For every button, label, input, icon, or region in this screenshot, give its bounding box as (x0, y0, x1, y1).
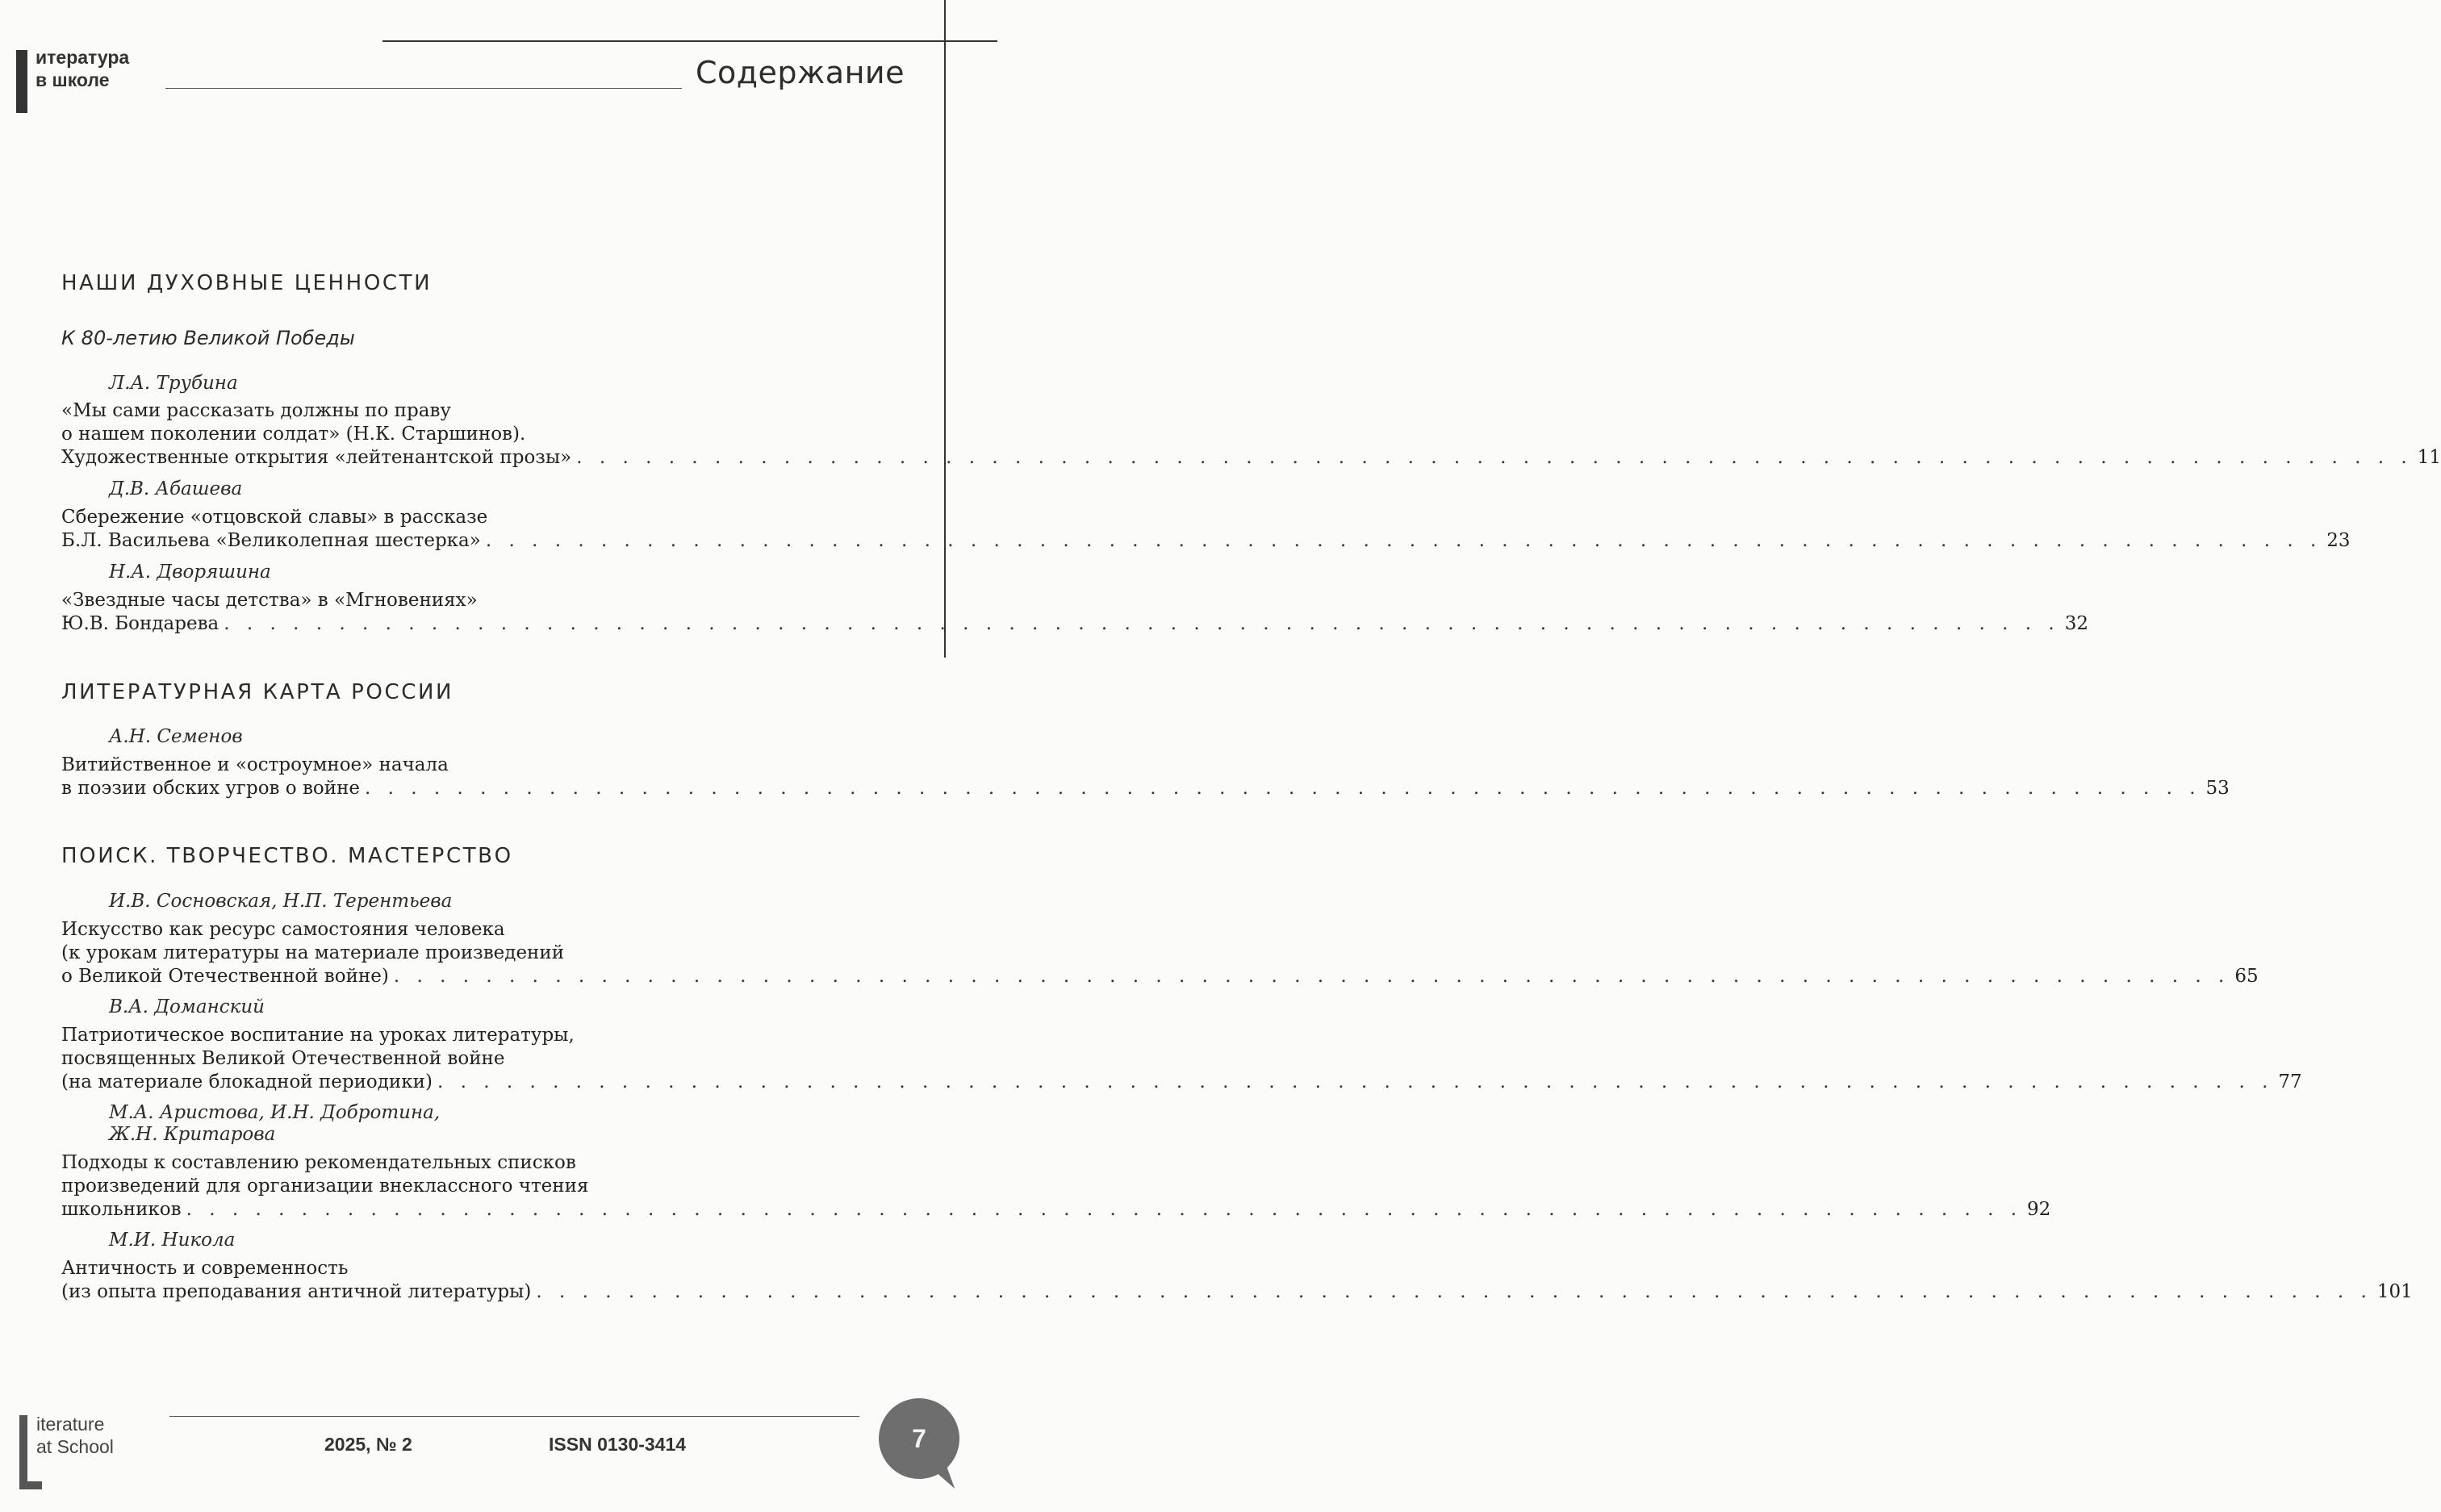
entry-title-line: в поэзии обских угров о войне (61, 778, 361, 799)
entry-author: В.А. Доманский (109, 996, 265, 1017)
subsection-title: К 80-летию Великой Победы (61, 327, 355, 349)
entry-author: М.А. Аристова, И.Н. Добротина, (109, 1102, 441, 1123)
entry-title-line: (на материале блокадной периодики) (61, 1071, 433, 1092)
top-rule (382, 40, 997, 42)
entry-title-line: произведений для организации внеклассного чтения (61, 1176, 589, 1197)
footer-rule (169, 1416, 859, 1417)
footer-logo-mark-base (19, 1481, 42, 1489)
entry-title-line: посвященных Великой Отечественной войне (61, 1048, 505, 1069)
toc-entry[interactable] (61, 918, 2259, 988)
page-number-label: 7 (912, 1423, 926, 1453)
dot-leader: . . . . . . . . . . . . . . . . . . . . . . . . . . . . . . . . . . . . . . . . . . . . . . . . . . . . . . . . . . . . . . . . . . . . . . . . . . . . . . . . (576, 447, 2413, 468)
entry-title-line: (из опыта преподавания античной литературы) (61, 1281, 532, 1302)
entry-title-line: Б.Л. Васильева «Великолепная шестерка» (61, 530, 481, 551)
section-title: ПОИСК. ТВОРЧЕСТВО. МАСТЕРСТВО (61, 844, 513, 868)
toc-entry[interactable] (61, 754, 2230, 800)
page-number: 32 (2064, 613, 2088, 634)
page-number-badge (879, 1398, 959, 1479)
page-number: 65 (2234, 966, 2259, 987)
entry-author: Д.В. Абашева (109, 478, 243, 499)
entry-title-line: о Великой Отечественной войне) (61, 966, 389, 987)
toc-entry[interactable] (61, 506, 2351, 553)
entry-title-line: «Звездные часы детства» в «Мгновениях» (61, 590, 478, 611)
page-number: 11 (2417, 447, 2441, 468)
toc-entry[interactable] (61, 1257, 2413, 1304)
entry-title-line: Подходы к составлению рекомендательных списков (61, 1152, 576, 1173)
section-title: ЛИТЕРАТУРНАЯ КАРТА РОССИИ (61, 680, 454, 704)
entry-title-line: Витийственное и «остроумное» начала (61, 754, 449, 775)
entry-title-line: школьников (61, 1199, 182, 1220)
entry-title-line: Патриотическое воспитание на уроках литературы, (61, 1025, 575, 1046)
entry-author: Л.А. Трубина (109, 373, 238, 394)
page-title: Содержание (696, 55, 905, 90)
dot-leader: . . . . . . . . . . . . . . . . . . . . . . . . . . . . . . . . . . . . . . . . . . . . . . . . . . . . . . . . . . . . . . . . . . . . . . . . . . . . . . . . (393, 966, 2230, 987)
journal-name-line1: итература (36, 47, 130, 68)
dot-leader: . . . . . . . . . . . . . . . . . . . . . . . . . . . . . . . . . . . . . . . . . . . . . . . . . . . . . . . . . . . . . . . . . . . . . . . . . . . . . . . . (485, 530, 2322, 551)
toc-entry[interactable] (61, 1151, 2051, 1222)
issn: ISSN 0130-3414 (549, 1434, 687, 1455)
section-title: НАШИ ДУХОВНЫЕ ЦЕННОСТИ (61, 271, 433, 295)
dot-leader: . . . . . . . . . . . . . . . . . . . . . . . . . . . . . . . . . . . . . . . . . . . . . . . . . . . . . . . . . . . . . . . . . . . . . . . . . . . . . . . . (186, 1199, 2023, 1220)
entry-author: Ж.Н. Критарова (109, 1124, 276, 1145)
dot-leader: . . . . . . . . . . . . . . . . . . . . . . . . . . . . . . . . . . . . . . . . . . . . . . . . . . . . . . . . . . . . . . . . . . . . . . . . . . . . . . . . (536, 1281, 2372, 1302)
footer-journal-line1: iterature (36, 1414, 105, 1435)
entry-title-line: Художественные открытия «лейтенантской прозы» (61, 447, 572, 468)
entry-title-line: Сбережение «отцовской славы» в рассказе (61, 507, 488, 528)
dot-leader: . . . . . . . . . . . . . . . . . . . . . . . . . . . . . . . . . . . . . . . . . . . . . . . . . . . . . . . . . . . . . . . . . . . . . . . . . . . . . . . . (437, 1071, 2274, 1092)
entry-title-line: (к урокам литературы на материале произведений (61, 942, 565, 963)
page-number: 92 (2027, 1199, 2051, 1220)
page-number: 23 (2326, 530, 2351, 551)
issue-number: 2025, № 2 (324, 1434, 412, 1455)
entry-author: И.В. Сосновская, Н.П. Терентьева (109, 891, 453, 912)
logo-mark (16, 50, 27, 113)
journal-name-line2: в школе (36, 69, 110, 90)
page-number: 53 (2205, 778, 2230, 799)
footer-logo-mark (19, 1415, 27, 1488)
page-number: 77 (2278, 1071, 2302, 1092)
entry-title-line: Античность и современность (61, 1258, 349, 1279)
entry-title-line: Искусство как ресурс самостояния человека (61, 919, 505, 940)
page-number: 101 (2376, 1281, 2413, 1302)
entry-author: Н.А. Дворяшина (109, 562, 271, 583)
toc-entry[interactable] (61, 589, 2088, 636)
toc-entry[interactable] (61, 1024, 2302, 1094)
entry-author: А.Н. Семенов (109, 726, 243, 747)
dot-leader: . . . . . . . . . . . . . . . . . . . . . . . . . . . . . . . . . . . . . . . . . . . . . . . . . . . . . . . . . . . . . . . . . . . . . . . . . . . . . . . . (365, 778, 2201, 799)
dot-leader: . . . . . . . . . . . . . . . . . . . . . . . . . . . . . . . . . . . . . . . . . . . . . . . . . . . . . . . . . . . . . . . . . . . . . . . . . . . . . . . . (224, 613, 2060, 634)
right-margin-rule (944, 0, 946, 658)
entry-title-line: Ю.В. Бондарева (61, 613, 219, 634)
header-rule (165, 88, 682, 89)
footer-journal-line2: at School (36, 1436, 114, 1457)
toc-entry[interactable] (61, 399, 2441, 470)
entry-title-line: «Мы сами рассказать должны по праву (61, 400, 451, 421)
entry-author: М.И. Никола (109, 1230, 236, 1251)
entry-title-line: о нашем поколении солдат» (Н.К. Старшинов). (61, 424, 526, 445)
